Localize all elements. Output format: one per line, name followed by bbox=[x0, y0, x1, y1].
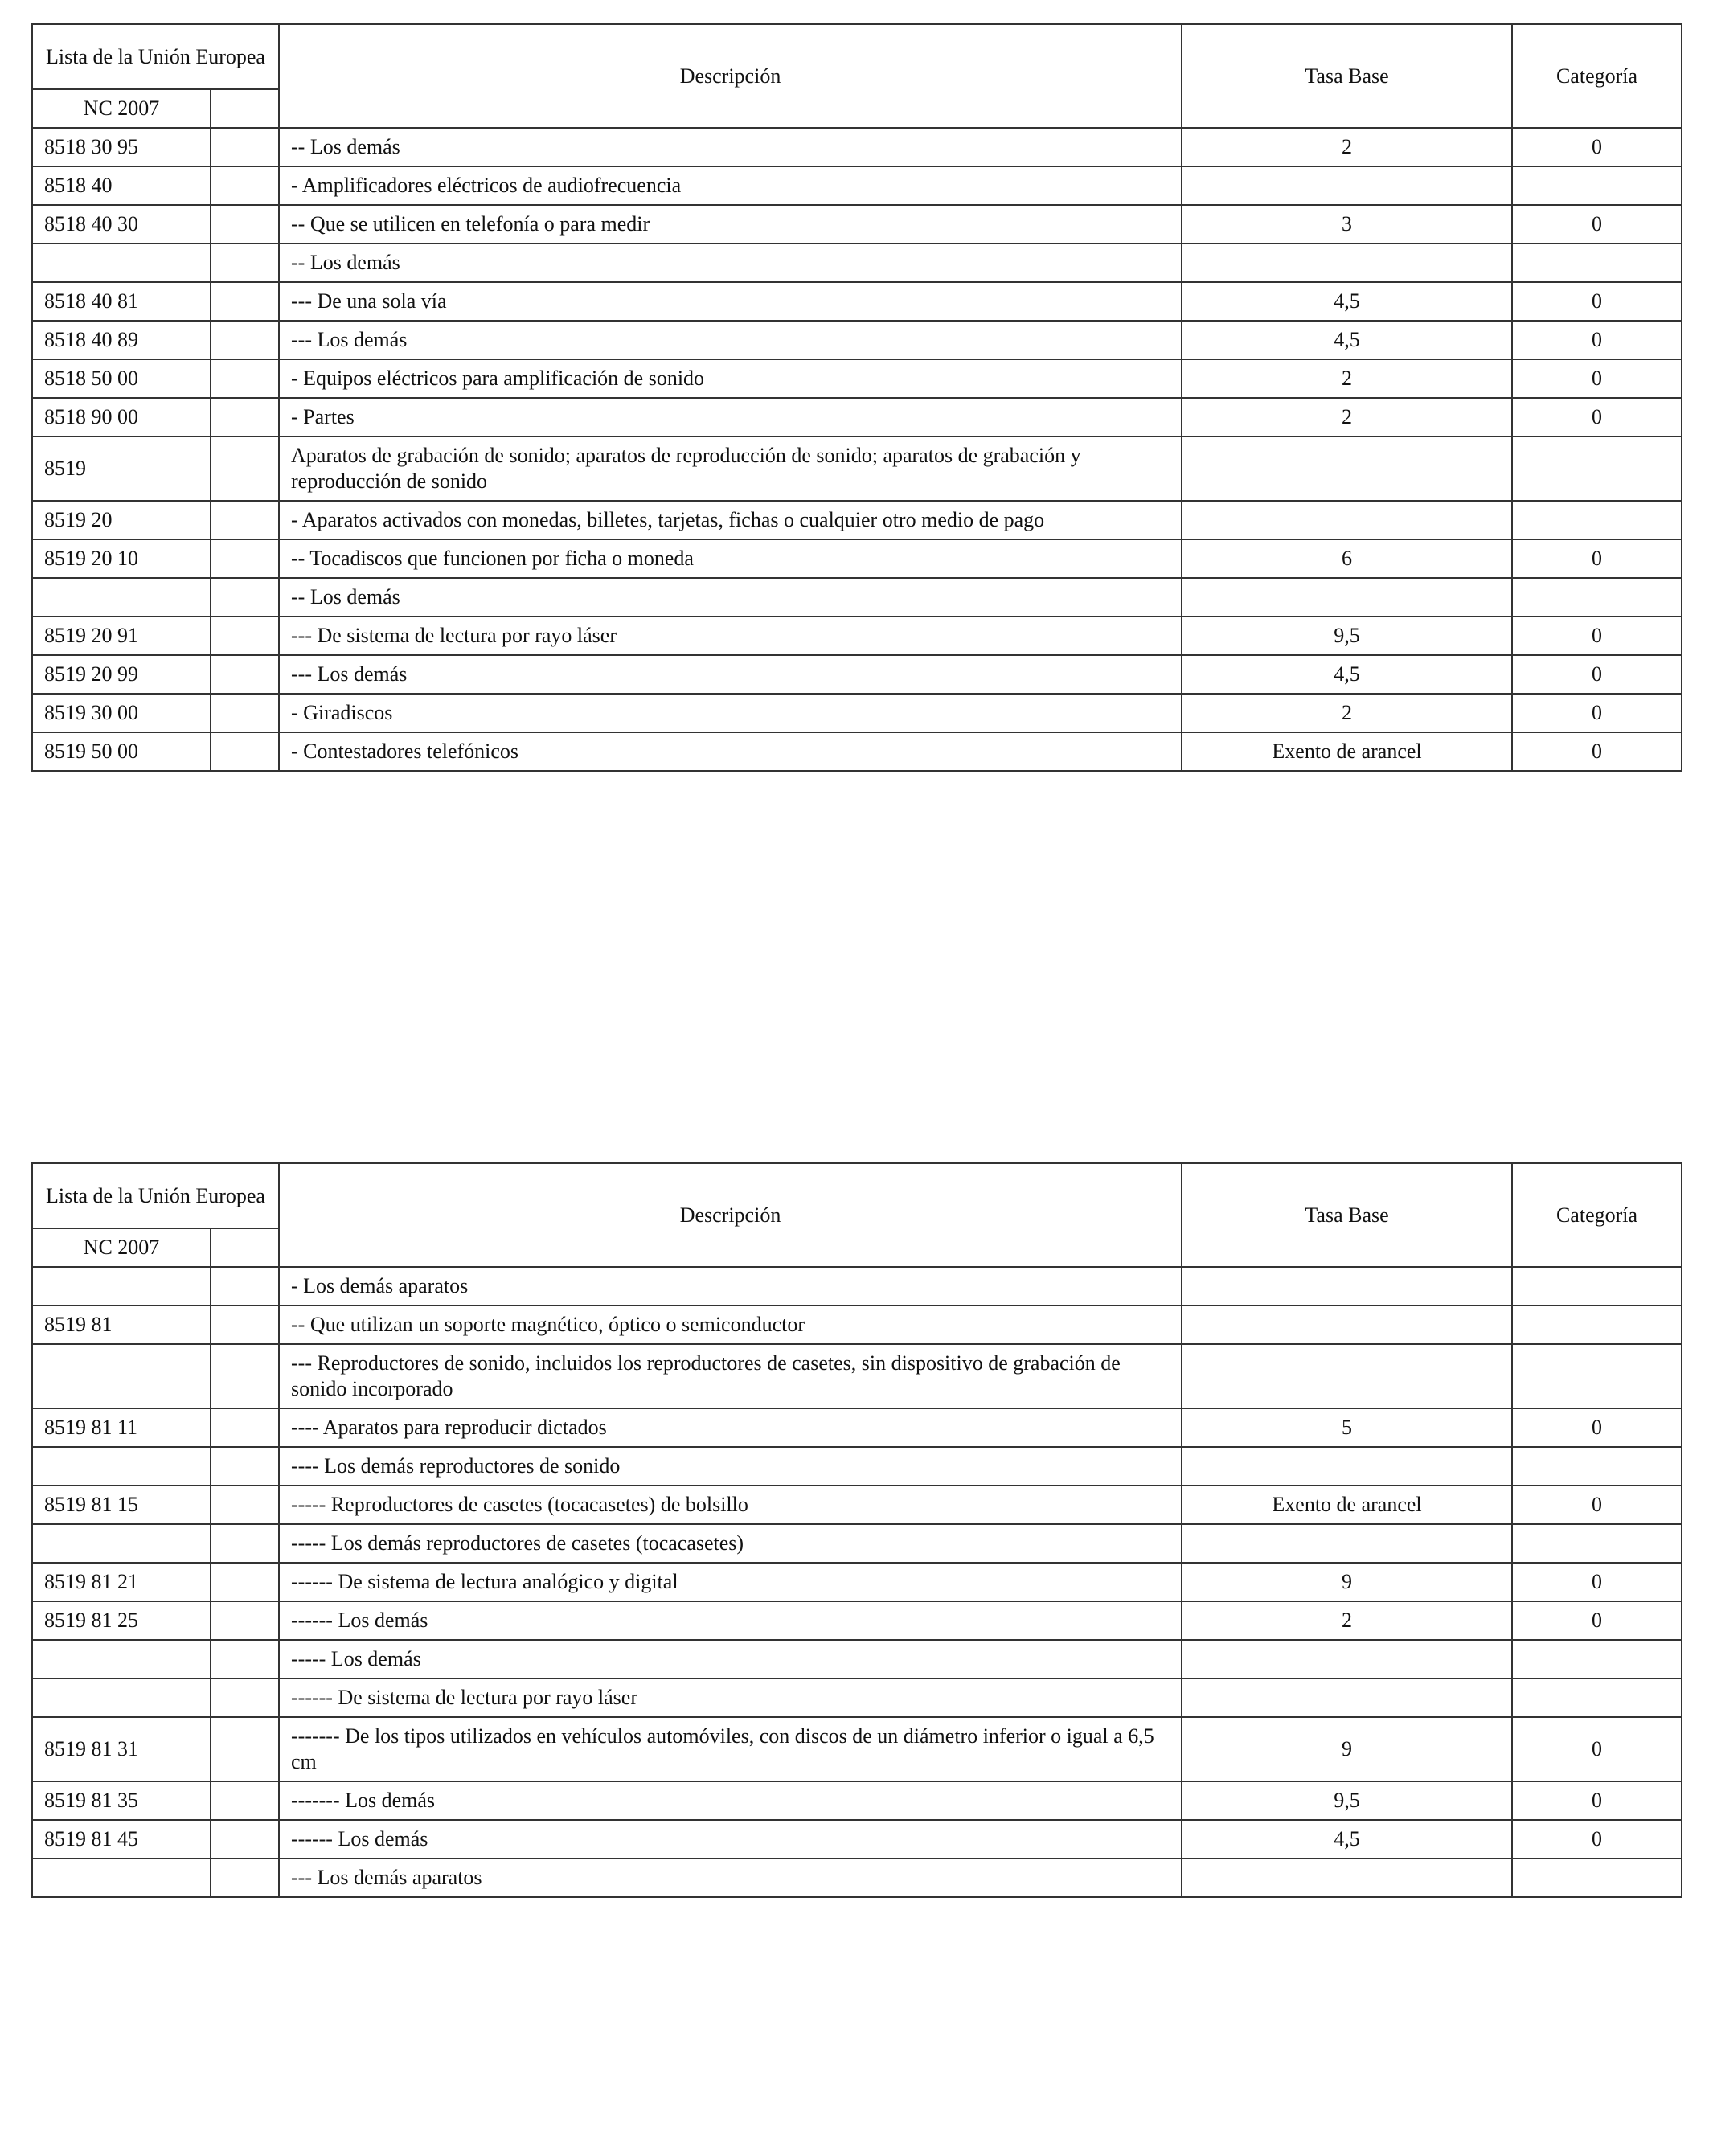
table-row bbox=[32, 1820, 1682, 1859]
cell-description: ----- Los demás bbox=[279, 1640, 1182, 1678]
cell-category bbox=[1512, 1859, 1682, 1897]
table-row bbox=[32, 1447, 1682, 1486]
cell-nc-code: 8519 30 00 bbox=[32, 694, 211, 732]
cell-description: --- De una sola vía bbox=[279, 282, 1182, 321]
cell-base-rate bbox=[1182, 1678, 1512, 1717]
cell-description: ---- Aparatos para reproducir dictados bbox=[279, 1408, 1182, 1447]
cell-base-rate: 2 bbox=[1182, 1601, 1512, 1640]
cell-description: ------- De los tipos utilizados en vehículos automóviles, con discos de un diámetro inferior o igual a 6,5 cm bbox=[279, 1717, 1182, 1781]
table-row bbox=[32, 321, 1682, 359]
table-row bbox=[32, 655, 1682, 694]
cell-base-rate bbox=[1182, 166, 1512, 205]
cell-category bbox=[1512, 1640, 1682, 1678]
cell-empty bbox=[211, 1601, 279, 1640]
cell-nc-code: 8518 40 bbox=[32, 166, 211, 205]
cell-empty bbox=[211, 1678, 279, 1717]
header-nc-2007: NC 2007 bbox=[32, 1228, 211, 1267]
cell-empty bbox=[211, 1447, 279, 1486]
cell-description: - Contestadores telefónicos bbox=[279, 732, 1182, 771]
cell-base-rate: Exento de arancel bbox=[1182, 1486, 1512, 1524]
table-row bbox=[32, 1524, 1682, 1563]
cell-category: 0 bbox=[1512, 617, 1682, 655]
cell-base-rate: 4,5 bbox=[1182, 655, 1512, 694]
cell-empty bbox=[211, 1408, 279, 1447]
header-list-label: Lista de la Unión Europea bbox=[32, 1163, 279, 1228]
cell-description: - Equipos eléctricos para amplificación de sonido bbox=[279, 359, 1182, 398]
cell-base-rate bbox=[1182, 1344, 1512, 1408]
cell-empty bbox=[211, 398, 279, 437]
cell-description: --- Los demás bbox=[279, 321, 1182, 359]
cell-base-rate: 9 bbox=[1182, 1717, 1512, 1781]
cell-category: 0 bbox=[1512, 1486, 1682, 1524]
cell-base-rate bbox=[1182, 1267, 1512, 1305]
cell-category: 0 bbox=[1512, 1717, 1682, 1781]
cell-description: - Giradiscos bbox=[279, 694, 1182, 732]
cell-empty bbox=[211, 1305, 279, 1344]
cell-empty bbox=[211, 578, 279, 617]
cell-empty bbox=[211, 1524, 279, 1563]
header-empty-cell bbox=[211, 89, 279, 128]
table-row bbox=[32, 732, 1682, 771]
cell-empty bbox=[211, 1717, 279, 1781]
table-row bbox=[32, 1601, 1682, 1640]
cell-category: 0 bbox=[1512, 205, 1682, 244]
cell-description: -- Que utilizan un soporte magnético, óptico o semiconductor bbox=[279, 1305, 1182, 1344]
cell-category: 0 bbox=[1512, 694, 1682, 732]
cell-empty bbox=[211, 1781, 279, 1820]
cell-nc-code: 8519 bbox=[32, 437, 211, 501]
cell-description: - Aparatos activados con monedas, billetes, tarjetas, fichas o cualquier otro medio de pago bbox=[279, 501, 1182, 539]
cell-description: -- Los demás bbox=[279, 128, 1182, 166]
cell-category: 0 bbox=[1512, 1408, 1682, 1447]
cell-description: --- Los demás aparatos bbox=[279, 1859, 1182, 1897]
cell-category bbox=[1512, 1344, 1682, 1408]
cell-empty bbox=[211, 359, 279, 398]
cell-base-rate: 6 bbox=[1182, 539, 1512, 578]
cell-base-rate bbox=[1182, 1859, 1512, 1897]
header-base-rate: Tasa Base bbox=[1182, 1163, 1512, 1267]
cell-nc-code bbox=[32, 1267, 211, 1305]
cell-description: ------ Los demás bbox=[279, 1601, 1182, 1640]
table-row bbox=[32, 359, 1682, 398]
table-row bbox=[32, 501, 1682, 539]
cell-base-rate: 2 bbox=[1182, 398, 1512, 437]
cell-nc-code bbox=[32, 1640, 211, 1678]
cell-description: ---- Los demás reproductores de sonido bbox=[279, 1447, 1182, 1486]
cell-base-rate bbox=[1182, 1640, 1512, 1678]
cell-base-rate bbox=[1182, 244, 1512, 282]
cell-base-rate: 4,5 bbox=[1182, 1820, 1512, 1859]
cell-category bbox=[1512, 501, 1682, 539]
header-category: Categoría bbox=[1512, 1163, 1682, 1267]
table-row bbox=[32, 1640, 1682, 1678]
table-body bbox=[32, 128, 1682, 771]
header-category: Categoría bbox=[1512, 24, 1682, 128]
cell-empty bbox=[211, 617, 279, 655]
cell-empty bbox=[211, 1267, 279, 1305]
header-base-rate: Tasa Base bbox=[1182, 24, 1512, 128]
table-row bbox=[32, 398, 1682, 437]
table-row bbox=[32, 694, 1682, 732]
cell-empty bbox=[211, 1344, 279, 1408]
table-row bbox=[32, 282, 1682, 321]
table-row bbox=[32, 1305, 1682, 1344]
cell-empty bbox=[211, 205, 279, 244]
cell-nc-code: 8518 40 89 bbox=[32, 321, 211, 359]
cell-nc-code: 8519 81 25 bbox=[32, 1601, 211, 1640]
cell-category: 0 bbox=[1512, 732, 1682, 771]
cell-base-rate: 5 bbox=[1182, 1408, 1512, 1447]
cell-base-rate: 9,5 bbox=[1182, 1781, 1512, 1820]
cell-base-rate: 2 bbox=[1182, 694, 1512, 732]
cell-description: Aparatos de grabación de sonido; aparatos de reproducción de sonido; aparatos de grabación y reproducción de sonido bbox=[279, 437, 1182, 501]
table-header bbox=[32, 24, 1682, 128]
cell-nc-code: 8519 81 21 bbox=[32, 1563, 211, 1601]
cell-empty bbox=[211, 282, 279, 321]
cell-empty bbox=[211, 437, 279, 501]
cell-base-rate bbox=[1182, 1524, 1512, 1563]
header-description: Descripción bbox=[279, 24, 1182, 128]
cell-base-rate: 4,5 bbox=[1182, 321, 1512, 359]
cell-description: -- Los demás bbox=[279, 244, 1182, 282]
cell-empty bbox=[211, 539, 279, 578]
cell-nc-code: 8519 20 bbox=[32, 501, 211, 539]
cell-description: ----- Los demás reproductores de casetes (tocacasetes) bbox=[279, 1524, 1182, 1563]
cell-empty bbox=[211, 1563, 279, 1601]
cell-nc-code bbox=[32, 1524, 211, 1563]
cell-category bbox=[1512, 578, 1682, 617]
cell-nc-code: 8519 20 10 bbox=[32, 539, 211, 578]
cell-nc-code: 8519 81 11 bbox=[32, 1408, 211, 1447]
cell-base-rate: 9 bbox=[1182, 1563, 1512, 1601]
cell-category: 0 bbox=[1512, 539, 1682, 578]
cell-category: 0 bbox=[1512, 1601, 1682, 1640]
header-nc-2007: NC 2007 bbox=[32, 89, 211, 128]
cell-empty bbox=[211, 732, 279, 771]
cell-description: ------- Los demás bbox=[279, 1781, 1182, 1820]
cell-description: --- Reproductores de sonido, incluidos los reproductores de casetes, sin dispositivo de grabación de sonido incorporado bbox=[279, 1344, 1182, 1408]
cell-empty bbox=[211, 1859, 279, 1897]
cell-empty bbox=[211, 244, 279, 282]
table-row bbox=[32, 1781, 1682, 1820]
cell-empty bbox=[211, 501, 279, 539]
cell-nc-code bbox=[32, 1447, 211, 1486]
cell-description: ------ Los demás bbox=[279, 1820, 1182, 1859]
table-row bbox=[32, 166, 1682, 205]
cell-category: 0 bbox=[1512, 282, 1682, 321]
cell-category: 0 bbox=[1512, 655, 1682, 694]
cell-base-rate: 9,5 bbox=[1182, 617, 1512, 655]
cell-category bbox=[1512, 1305, 1682, 1344]
cell-category bbox=[1512, 1267, 1682, 1305]
table-row bbox=[32, 539, 1682, 578]
cell-description: -- Los demás bbox=[279, 578, 1182, 617]
cell-empty bbox=[211, 321, 279, 359]
cell-nc-code bbox=[32, 244, 211, 282]
cell-category: 0 bbox=[1512, 321, 1682, 359]
cell-nc-code: 8519 81 45 bbox=[32, 1820, 211, 1859]
cell-base-rate: 3 bbox=[1182, 205, 1512, 244]
cell-empty bbox=[211, 1486, 279, 1524]
cell-category bbox=[1512, 1447, 1682, 1486]
cell-category: 0 bbox=[1512, 1781, 1682, 1820]
table-row bbox=[32, 128, 1682, 166]
table-row bbox=[32, 205, 1682, 244]
cell-nc-code: 8518 40 30 bbox=[32, 205, 211, 244]
cell-category: 0 bbox=[1512, 1820, 1682, 1859]
cell-nc-code: 8519 81 15 bbox=[32, 1486, 211, 1524]
cell-category: 0 bbox=[1512, 359, 1682, 398]
cell-empty bbox=[211, 128, 279, 166]
tariff-table-2 bbox=[31, 1162, 1682, 1898]
cell-empty bbox=[211, 166, 279, 205]
cell-nc-code: 8518 90 00 bbox=[32, 398, 211, 437]
cell-category: 0 bbox=[1512, 128, 1682, 166]
cell-empty bbox=[211, 1820, 279, 1859]
cell-category bbox=[1512, 244, 1682, 282]
cell-description: --- De sistema de lectura por rayo láser bbox=[279, 617, 1182, 655]
cell-base-rate bbox=[1182, 437, 1512, 501]
cell-base-rate bbox=[1182, 501, 1512, 539]
cell-base-rate: 2 bbox=[1182, 128, 1512, 166]
cell-nc-code: 8518 50 00 bbox=[32, 359, 211, 398]
cell-category bbox=[1512, 1524, 1682, 1563]
cell-nc-code: 8519 50 00 bbox=[32, 732, 211, 771]
cell-category: 0 bbox=[1512, 398, 1682, 437]
table-row bbox=[32, 1717, 1682, 1781]
cell-category bbox=[1512, 166, 1682, 205]
table-row bbox=[32, 617, 1682, 655]
cell-base-rate: Exento de arancel bbox=[1182, 732, 1512, 771]
cell-nc-code bbox=[32, 578, 211, 617]
cell-base-rate bbox=[1182, 578, 1512, 617]
table-row bbox=[32, 1678, 1682, 1717]
cell-nc-code: 8519 20 99 bbox=[32, 655, 211, 694]
header-empty-cell bbox=[211, 1228, 279, 1267]
table-row bbox=[32, 1486, 1682, 1524]
cell-nc-code: 8518 30 95 bbox=[32, 128, 211, 166]
header-description: Descripción bbox=[279, 1163, 1182, 1267]
cell-base-rate bbox=[1182, 1447, 1512, 1486]
cell-description: ----- Reproductores de casetes (tocacasetes) de bolsillo bbox=[279, 1486, 1182, 1524]
cell-description: - Partes bbox=[279, 398, 1182, 437]
table-row bbox=[32, 1563, 1682, 1601]
cell-base-rate: 2 bbox=[1182, 359, 1512, 398]
tariff-table-1 bbox=[31, 23, 1682, 772]
table-header bbox=[32, 1163, 1682, 1267]
cell-nc-code: 8519 81 bbox=[32, 1305, 211, 1344]
cell-description: --- Los demás bbox=[279, 655, 1182, 694]
cell-description: - Amplificadores eléctricos de audiofrecuencia bbox=[279, 166, 1182, 205]
cell-nc-code bbox=[32, 1859, 211, 1897]
table-row bbox=[32, 437, 1682, 501]
header-list-label: Lista de la Unión Europea bbox=[32, 24, 279, 89]
cell-description: ------ De sistema de lectura por rayo láser bbox=[279, 1678, 1182, 1717]
cell-base-rate: 4,5 bbox=[1182, 282, 1512, 321]
cell-category bbox=[1512, 1678, 1682, 1717]
cell-empty bbox=[211, 655, 279, 694]
cell-description: - Los demás aparatos bbox=[279, 1267, 1182, 1305]
cell-category bbox=[1512, 437, 1682, 501]
cell-base-rate bbox=[1182, 1305, 1512, 1344]
table-row bbox=[32, 1267, 1682, 1305]
cell-empty bbox=[211, 694, 279, 732]
cell-category: 0 bbox=[1512, 1563, 1682, 1601]
cell-description: -- Tocadiscos que funcionen por ficha o moneda bbox=[279, 539, 1182, 578]
table-row bbox=[32, 1859, 1682, 1897]
cell-nc-code: 8519 81 31 bbox=[32, 1717, 211, 1781]
cell-nc-code: 8519 20 91 bbox=[32, 617, 211, 655]
table-row bbox=[32, 244, 1682, 282]
table-row bbox=[32, 1344, 1682, 1408]
cell-description: -- Que se utilicen en telefonía o para medir bbox=[279, 205, 1182, 244]
cell-nc-code: 8518 40 81 bbox=[32, 282, 211, 321]
cell-nc-code bbox=[32, 1678, 211, 1717]
table-row bbox=[32, 578, 1682, 617]
table-body bbox=[32, 1267, 1682, 1897]
table-row bbox=[32, 1408, 1682, 1447]
cell-nc-code bbox=[32, 1344, 211, 1408]
cell-empty bbox=[211, 1640, 279, 1678]
cell-description: ------ De sistema de lectura analógico y digital bbox=[279, 1563, 1182, 1601]
cell-nc-code: 8519 81 35 bbox=[32, 1781, 211, 1820]
